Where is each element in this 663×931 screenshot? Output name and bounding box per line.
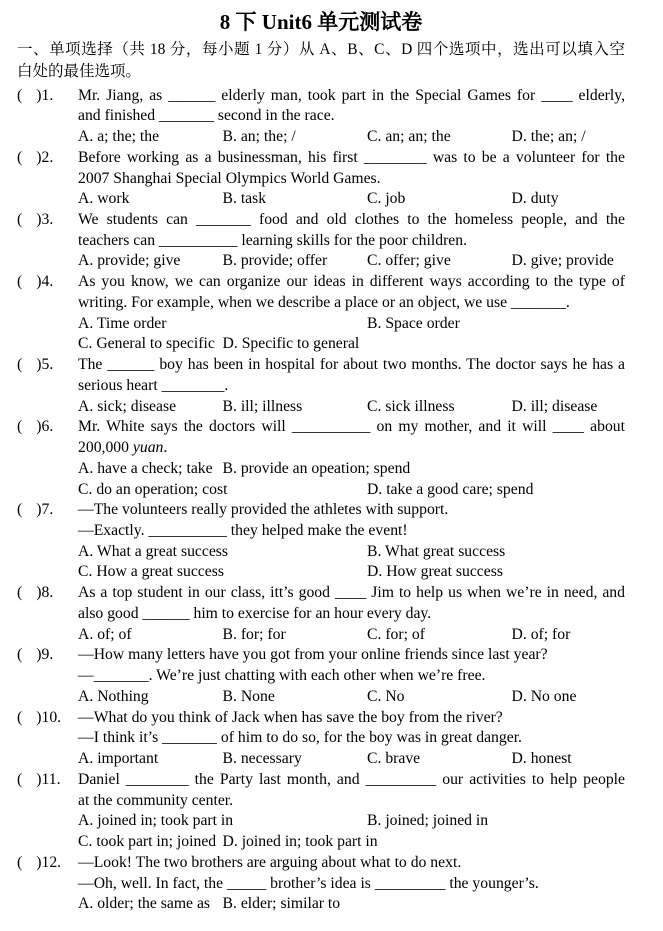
option-text: sick; disease — [97, 397, 177, 415]
question-body — [78, 770, 625, 853]
option-c — [78, 562, 367, 583]
question-body — [78, 417, 625, 500]
bracket-close: ) — [36, 501, 42, 519]
question-body — [78, 853, 625, 915]
option-c — [367, 749, 512, 770]
option-b — [367, 811, 488, 832]
option-b — [223, 459, 411, 480]
option-letter: B. — [222, 128, 237, 146]
answer-bracket — [17, 583, 78, 604]
question-stem-line: Before working as a businessman, his first ________ was to be a volunteer for the — [78, 148, 625, 166]
question-stem-line: As you know, we can organize our ideas in different ways according to the type of — [78, 273, 625, 291]
option-text: ill; disease — [530, 397, 598, 415]
option-letter: A. — [78, 459, 94, 477]
question-body — [78, 272, 625, 355]
option-letter: C. — [367, 397, 382, 415]
option-row — [78, 334, 625, 355]
section-heading-line: 一、单项选择（共 18 分，每小题 1 分）从 A、B、C、D 四个选项中，选出可以填入空 — [17, 41, 625, 58]
option-b — [367, 314, 460, 335]
question-number: 10. — [41, 708, 62, 726]
option-b — [223, 687, 368, 708]
question-stem-line: and finished _______ second in the race. — [78, 107, 335, 125]
option-a — [78, 542, 367, 563]
answer-bracket — [17, 708, 78, 729]
option-d — [512, 687, 577, 708]
option-d — [512, 397, 598, 418]
question-stem-line: The ______ boy has been in hospital for about two months. The doctor says he has a — [78, 356, 625, 374]
section-heading — [17, 39, 625, 83]
question-stem-line: serious heart ________. — [78, 376, 229, 394]
question-stem-line: at the community center. — [78, 791, 234, 809]
answer-bracket — [17, 86, 78, 107]
bracket-open: ( — [17, 646, 23, 664]
option-a — [78, 811, 367, 832]
stem-italic-text: yuan — [132, 439, 164, 457]
option-text: for; of — [385, 625, 425, 643]
question-body — [78, 708, 625, 770]
option-row — [78, 894, 625, 915]
option-text: What great success — [385, 542, 506, 560]
option-a — [78, 894, 223, 915]
option-row — [78, 397, 625, 418]
bracket-close: ) — [36, 418, 42, 436]
option-d — [367, 562, 503, 583]
question-body — [78, 355, 625, 417]
option-letter: D. — [367, 563, 383, 581]
option-row — [78, 314, 625, 335]
option-letter: C. — [367, 252, 382, 270]
option-text: joined in; took part in — [241, 833, 378, 851]
option-c — [367, 397, 512, 418]
option-text: None — [240, 687, 275, 705]
question-stem-line: —Look! The two brothers are arguing about what to do next. — [78, 853, 462, 871]
question-item — [17, 272, 625, 355]
option-text: provide an opeation; spend — [240, 459, 411, 477]
bracket-close: ) — [36, 646, 42, 664]
option-text: Specific to general — [241, 335, 360, 353]
bracket-open: ( — [17, 356, 23, 374]
bracket-close: ) — [36, 770, 42, 788]
option-letter: D. — [511, 190, 527, 208]
option-letter: B. — [367, 542, 382, 560]
option-row — [78, 459, 625, 480]
option-letter: D. — [222, 335, 238, 353]
option-a — [78, 459, 223, 480]
question-item — [17, 583, 625, 645]
option-text: joined in; took part in — [97, 812, 234, 830]
option-row — [78, 811, 625, 832]
question-stem-line: teachers can __________ learning skills for the poor children. — [78, 231, 468, 249]
bracket-close: ) — [36, 148, 42, 166]
question-number: 6. — [41, 418, 54, 436]
answer-bracket — [17, 645, 78, 666]
option-a — [78, 127, 223, 148]
option-a — [78, 189, 223, 210]
option-b — [223, 251, 368, 272]
option-letter: A. — [78, 252, 94, 270]
option-text: duty — [530, 190, 559, 208]
question-stem-line: —What do you think of Jack when has save the boy from the river? — [78, 708, 503, 726]
option-text: What a great success — [96, 542, 229, 560]
option-letter: B. — [222, 895, 237, 913]
option-c — [78, 480, 367, 501]
option-text: give; provide — [530, 252, 614, 270]
option-letter: A. — [78, 190, 94, 208]
question-stem-line: —Oh, well. In fact, the _____ brother’s idea is _________ the younger’s. — [78, 874, 539, 892]
option-text: offer; give — [385, 252, 451, 270]
question-stem-line: —How many letters have you got from your online friends since last year? — [78, 646, 548, 664]
option-b — [223, 625, 368, 646]
option-row — [78, 687, 625, 708]
option-letter: A. — [78, 625, 94, 643]
answer-bracket — [17, 417, 78, 438]
answer-bracket — [17, 355, 78, 376]
bracket-open: ( — [17, 211, 23, 228]
option-letter: D. — [511, 397, 527, 415]
question-item — [17, 708, 625, 770]
question-stem-line: —_______. We’re just chatting with each other when we’re free. — [78, 667, 486, 685]
option-letter: D. — [511, 128, 527, 146]
question-stem-line: also good ______ him to exercise for an hour every day. — [78, 604, 432, 622]
question-list — [17, 86, 625, 915]
option-d — [512, 189, 559, 210]
option-c — [367, 251, 512, 272]
option-a — [78, 749, 223, 770]
bracket-open: ( — [17, 853, 23, 871]
option-text: an; the; / — [240, 128, 296, 146]
question-stem-line: —I think it’s _______ of him to do so, for the boy was in great danger. — [78, 729, 522, 747]
option-text: an; an; the — [385, 128, 451, 146]
option-letter: C. — [78, 833, 93, 851]
bracket-open: ( — [17, 501, 23, 519]
option-letter: C. — [367, 687, 382, 705]
option-b — [223, 749, 368, 770]
question-number: 12. — [41, 853, 62, 871]
option-letter: B. — [222, 252, 237, 270]
question-stem-line: Mr. White says the doctors will __________ on my mother, and it will ____ about — [78, 418, 625, 436]
option-letter: A. — [78, 314, 94, 332]
bracket-open: ( — [17, 708, 23, 726]
bracket-close: ) — [36, 708, 42, 726]
option-a — [78, 625, 223, 646]
option-d — [367, 480, 533, 501]
option-text: provide; give — [97, 252, 181, 270]
question-stem-line — [78, 438, 625, 459]
bracket-open: ( — [17, 273, 23, 291]
option-c — [78, 334, 223, 355]
option-row — [78, 189, 625, 210]
option-letter: B. — [222, 397, 237, 415]
answer-bracket — [17, 210, 78, 231]
question-number: 2. — [41, 148, 54, 166]
option-a — [78, 251, 223, 272]
option-text: take a good care; spend — [386, 480, 534, 498]
option-letter: D. — [511, 252, 527, 270]
question-item — [17, 355, 625, 417]
question-item — [17, 86, 625, 148]
question-stem-line: Mr. Jiang, as ______ elderly man, took part in the Special Games for ____ elderly, — [78, 86, 625, 104]
option-text: brave — [385, 750, 421, 768]
option-row — [78, 251, 625, 272]
option-letter: A. — [78, 687, 94, 705]
option-text: of; for — [530, 625, 571, 643]
stem-text: 200,000 — [78, 439, 133, 457]
question-item — [17, 148, 625, 210]
option-text: ill; illness — [240, 397, 303, 415]
option-letter: A. — [78, 397, 94, 415]
option-text: work — [97, 190, 130, 208]
option-row — [78, 749, 625, 770]
option-letter: A. — [78, 542, 94, 560]
option-letter: C. — [78, 335, 93, 353]
question-number: 4. — [41, 273, 54, 291]
option-letter: C. — [367, 190, 382, 208]
option-letter: D. — [367, 480, 383, 498]
bracket-close: ) — [36, 853, 42, 871]
option-text: Time order — [96, 314, 167, 332]
option-text: for; for — [240, 625, 286, 643]
option-letter: B. — [367, 314, 382, 332]
option-letter: D. — [511, 750, 527, 768]
option-row — [78, 832, 625, 853]
bracket-open: ( — [17, 418, 23, 436]
option-letter: B. — [222, 190, 237, 208]
option-row — [78, 625, 625, 646]
option-letter: B. — [222, 687, 237, 705]
question-body — [78, 645, 625, 707]
option-b — [223, 397, 368, 418]
bracket-open: ( — [17, 148, 23, 166]
option-text: provide; offer — [240, 252, 328, 270]
option-letter: B. — [222, 625, 237, 643]
option-letter: C. — [78, 480, 93, 498]
option-row — [78, 127, 625, 148]
bracket-close: ) — [36, 273, 42, 291]
option-text: have a check; take — [97, 459, 213, 477]
question-body — [78, 583, 625, 645]
option-text: sick illness — [385, 397, 455, 415]
question-body — [78, 86, 625, 148]
bracket-close: ) — [36, 356, 42, 374]
option-letter: B. — [222, 750, 237, 768]
page-title: 8 下 Unit6 单元测试卷 — [219, 10, 423, 34]
option-text: task — [240, 190, 267, 208]
question-item — [17, 770, 625, 853]
option-text: took part in; joined — [96, 833, 217, 851]
option-text: of; of — [97, 625, 132, 643]
question-item — [17, 500, 625, 583]
question-number: 1. — [41, 86, 54, 104]
question-item — [17, 417, 625, 500]
question-number: 7. — [41, 501, 54, 519]
option-a — [78, 687, 223, 708]
option-text: Space order — [385, 314, 460, 332]
option-text: How great success — [386, 563, 503, 581]
option-text: elder; similar to — [240, 895, 341, 913]
option-text: a; the; the — [97, 128, 160, 146]
question-body — [78, 210, 625, 272]
bracket-open: ( — [17, 584, 23, 602]
option-row — [78, 562, 625, 583]
option-letter: B. — [367, 812, 382, 830]
option-text: job — [385, 190, 406, 208]
option-b — [223, 894, 341, 915]
option-text: important — [97, 750, 159, 768]
option-letter: D. — [222, 833, 238, 851]
bracket-close: ) — [36, 211, 42, 228]
option-d — [512, 251, 614, 272]
option-a — [78, 314, 367, 335]
answer-bracket — [17, 770, 78, 791]
option-d — [512, 625, 571, 646]
option-c — [78, 832, 223, 853]
question-stem-line: As a top student in our class, itt’s good ____ Jim to help us when we’re in need, and — [78, 584, 625, 602]
option-letter: D. — [511, 687, 527, 705]
option-text: the; an; / — [530, 128, 586, 146]
option-letter: A. — [78, 895, 94, 913]
option-c — [367, 687, 512, 708]
option-b — [223, 127, 368, 148]
bracket-open: ( — [17, 86, 23, 104]
bracket-open: ( — [17, 770, 23, 788]
question-item — [17, 853, 625, 915]
question-item — [17, 210, 625, 272]
question-stem-line: —Exactly. __________ they helped make the event! — [78, 522, 408, 540]
option-text: No one — [530, 687, 577, 705]
option-text: honest — [530, 750, 572, 768]
question-stem-line: —The volunteers really provided the athletes with support. — [78, 501, 449, 519]
option-d — [512, 127, 586, 148]
question-stem-line: Daniel ________ the Party last month, and _________ our activities to help people — [78, 770, 625, 788]
bracket-close: ) — [36, 584, 42, 602]
option-letter: C. — [367, 750, 382, 768]
option-text: necessary — [240, 750, 302, 768]
stem-text: . — [163, 439, 168, 457]
option-c — [367, 127, 512, 148]
option-letter: C. — [78, 563, 93, 581]
answer-bracket — [17, 272, 78, 293]
answer-bracket — [17, 500, 78, 521]
option-a — [78, 397, 223, 418]
option-letter: A. — [78, 812, 94, 830]
question-item — [17, 645, 625, 707]
question-stem-line: writing. For example, when we describe a place or an object, we use _______. — [78, 293, 570, 311]
option-d — [223, 832, 378, 853]
question-stem-line: 2007 Shanghai Special Olympics World Games. — [78, 169, 381, 187]
option-letter: A. — [78, 750, 94, 768]
option-text: No — [385, 687, 405, 705]
option-letter: A. — [78, 128, 94, 146]
question-number: 8. — [41, 584, 54, 602]
option-row — [78, 480, 625, 501]
answer-bracket — [17, 853, 78, 874]
option-d — [512, 749, 572, 770]
option-letter: B. — [222, 459, 237, 477]
option-text: How a great success — [96, 563, 224, 581]
option-text: do an operation; cost — [96, 480, 228, 498]
option-c — [367, 625, 512, 646]
option-letter: C. — [367, 128, 382, 146]
option-text: joined; joined in — [385, 812, 489, 830]
question-body — [78, 500, 625, 583]
option-d — [223, 334, 360, 355]
option-text: Nothing — [97, 687, 149, 705]
option-text: General to specific — [96, 335, 215, 353]
question-body — [78, 148, 625, 210]
question-number: 3. — [41, 211, 54, 228]
answer-bracket — [17, 148, 78, 169]
question-number: 9. — [41, 646, 54, 664]
option-b — [223, 189, 368, 210]
option-c — [367, 189, 512, 210]
question-stem-line: We students can _______ food and old clothes to the homeless people, and the — [78, 211, 625, 228]
option-letter: D. — [511, 625, 527, 643]
option-b — [367, 542, 505, 563]
bracket-close: ) — [36, 86, 42, 104]
question-number: 5. — [41, 356, 54, 374]
option-letter: C. — [367, 625, 382, 643]
option-row — [78, 542, 625, 563]
question-number: 11. — [41, 770, 61, 788]
option-text: older; the same as — [97, 895, 211, 913]
section-heading-line: 白处的最佳选项。 — [17, 63, 142, 80]
